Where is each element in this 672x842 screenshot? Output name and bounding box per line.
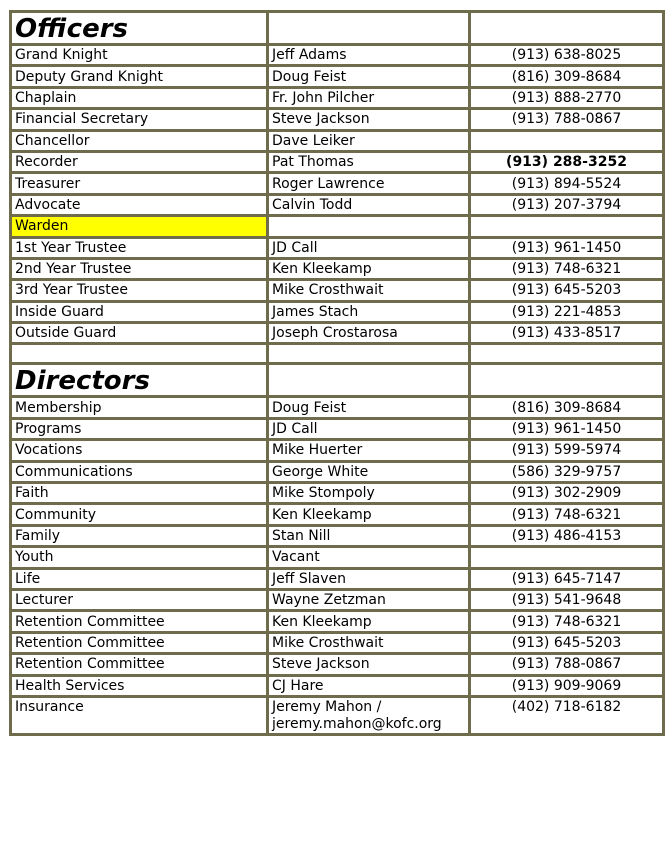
phone-cell: (913) 433-8517 xyxy=(470,323,664,344)
table-row xyxy=(11,654,664,675)
table-row xyxy=(11,66,664,87)
phone-cell: (913) 645-7147 xyxy=(470,568,664,589)
table-row xyxy=(11,151,664,172)
name-cell: George White xyxy=(268,461,470,482)
empty-cell xyxy=(470,364,664,397)
phone-cell: (586) 329-9757 xyxy=(470,461,664,482)
name-cell: Roger Lawrence xyxy=(268,173,470,194)
role-cell: Family xyxy=(11,525,268,546)
role-cell: Programs xyxy=(11,418,268,439)
table-row xyxy=(11,87,664,108)
phone-cell: (913) 888-2770 xyxy=(470,87,664,108)
table-row xyxy=(11,611,664,632)
officers-title: Officers xyxy=(11,12,268,45)
phone-cell: (913) 207-3794 xyxy=(470,194,664,215)
table-row xyxy=(11,301,664,322)
phone-cell: (913) 541-9648 xyxy=(470,589,664,610)
officers-header-row xyxy=(11,12,664,45)
name-cell: Steve Jackson xyxy=(268,109,470,130)
role-cell: Chaplain xyxy=(11,87,268,108)
empty-cell xyxy=(11,344,268,364)
name-line: Jeremy Mahon / xyxy=(272,698,382,715)
name-cell: Fr. John Pilcher xyxy=(268,87,470,108)
name-cell: Ken Kleekamp xyxy=(268,504,470,525)
phone-cell: (913) 221-4853 xyxy=(470,301,664,322)
name-cell: Doug Feist xyxy=(268,66,470,87)
phone-cell: (913) 599-5974 xyxy=(470,440,664,461)
table-row xyxy=(11,483,664,504)
name-cell: Ken Kleekamp xyxy=(268,611,470,632)
table-row xyxy=(11,696,664,734)
name-cell: Ken Kleekamp xyxy=(268,258,470,279)
table-row xyxy=(11,461,664,482)
spacer-row xyxy=(11,344,664,364)
empty-cell xyxy=(268,12,470,45)
phone-cell: (913) 288-3252 xyxy=(470,151,664,172)
phone-cell: (402) 718-6182 xyxy=(470,696,664,734)
phone-cell: (913) 961-1450 xyxy=(470,237,664,258)
name-cell: JD Call xyxy=(268,237,470,258)
role-cell: Deputy Grand Knight xyxy=(11,66,268,87)
phone-cell: (816) 309-8684 xyxy=(470,397,664,418)
role-cell: 1st Year Trustee xyxy=(11,237,268,258)
role-cell: 2nd Year Trustee xyxy=(11,258,268,279)
empty-cell xyxy=(470,12,664,45)
table-row xyxy=(11,109,664,130)
roster-table xyxy=(9,10,665,736)
table-row xyxy=(11,194,664,215)
empty-cell xyxy=(268,364,470,397)
phone-cell: (913) 788-0867 xyxy=(470,654,664,675)
phone-cell: (913) 486-4153 xyxy=(470,525,664,546)
name-cell: JD Call xyxy=(268,418,470,439)
table-row xyxy=(11,173,664,194)
role-cell: Financial Secretary xyxy=(11,109,268,130)
name-cell xyxy=(268,696,470,734)
role-cell: Chancellor xyxy=(11,130,268,151)
name-cell: Mike Crosthwait xyxy=(268,632,470,653)
role-cell: Inside Guard xyxy=(11,301,268,322)
role-cell: Retention Committee xyxy=(11,654,268,675)
role-cell: Vocations xyxy=(11,440,268,461)
phone-cell: (913) 748-6321 xyxy=(470,504,664,525)
role-cell: Warden xyxy=(11,216,268,237)
name-cell: Doug Feist xyxy=(268,397,470,418)
table-row xyxy=(11,216,664,237)
table-row xyxy=(11,130,664,151)
name-cell: Calvin Todd xyxy=(268,194,470,215)
phone-cell: (913) 645-5203 xyxy=(470,280,664,301)
empty-cell xyxy=(268,344,470,364)
role-cell: Grand Knight xyxy=(11,45,268,66)
table-row xyxy=(11,280,664,301)
role-cell: Treasurer xyxy=(11,173,268,194)
phone-cell xyxy=(470,130,664,151)
table-row xyxy=(11,237,664,258)
table-row xyxy=(11,418,664,439)
phone-cell: (913) 302-2909 xyxy=(470,483,664,504)
phone-cell: (913) 645-5203 xyxy=(470,632,664,653)
name-cell: Steve Jackson xyxy=(268,654,470,675)
name-cell: CJ Hare xyxy=(268,675,470,696)
name-cell xyxy=(268,216,470,237)
role-cell: Retention Committee xyxy=(11,632,268,653)
phone-cell xyxy=(470,547,664,568)
phone-cell: (816) 309-8684 xyxy=(470,66,664,87)
table-row xyxy=(11,440,664,461)
name-cell: Mike Crosthwait xyxy=(268,280,470,301)
empty-cell xyxy=(470,344,664,364)
role-cell: Outside Guard xyxy=(11,323,268,344)
role-cell: Advocate xyxy=(11,194,268,215)
phone-cell: (913) 894-5524 xyxy=(470,173,664,194)
phone-cell xyxy=(470,216,664,237)
role-cell: Retention Committee xyxy=(11,611,268,632)
role-cell: Insurance xyxy=(11,696,268,734)
table-row xyxy=(11,568,664,589)
table-row xyxy=(11,45,664,66)
phone-cell: (913) 748-6321 xyxy=(470,611,664,632)
role-cell: Youth xyxy=(11,547,268,568)
name-cell: Mike Stompoly xyxy=(268,483,470,504)
role-cell: Recorder xyxy=(11,151,268,172)
name-cell: Jeff Adams xyxy=(268,45,470,66)
role-cell: Communications xyxy=(11,461,268,482)
role-cell: Health Services xyxy=(11,675,268,696)
table-row xyxy=(11,632,664,653)
name-cell: Dave Leiker xyxy=(268,130,470,151)
table-row xyxy=(11,675,664,696)
phone-cell: (913) 788-0867 xyxy=(470,109,664,130)
role-cell: Lecturer xyxy=(11,589,268,610)
email-line: jeremy.mahon@kofc.org xyxy=(272,715,442,732)
name-cell: Pat Thomas xyxy=(268,151,470,172)
directors-header-row xyxy=(11,364,664,397)
phone-cell: (913) 638-8025 xyxy=(470,45,664,66)
table-row xyxy=(11,323,664,344)
name-cell: Vacant xyxy=(268,547,470,568)
table-row xyxy=(11,504,664,525)
table-row xyxy=(11,258,664,279)
phone-cell: (913) 961-1450 xyxy=(470,418,664,439)
table-row xyxy=(11,397,664,418)
role-cell: Community xyxy=(11,504,268,525)
name-cell: Wayne Zetzman xyxy=(268,589,470,610)
name-cell: James Stach xyxy=(268,301,470,322)
table-row xyxy=(11,589,664,610)
name-cell: Jeff Slaven xyxy=(268,568,470,589)
role-cell: Life xyxy=(11,568,268,589)
phone-cell: (913) 748-6321 xyxy=(470,258,664,279)
table-row xyxy=(11,547,664,568)
role-cell: 3rd Year Trustee xyxy=(11,280,268,301)
name-cell: Mike Huerter xyxy=(268,440,470,461)
role-cell: Membership xyxy=(11,397,268,418)
name-cell: Stan Nill xyxy=(268,525,470,546)
table-row xyxy=(11,525,664,546)
name-cell: Joseph Crostarosa xyxy=(268,323,470,344)
roster-sheet xyxy=(9,10,662,736)
role-cell: Faith xyxy=(11,483,268,504)
directors-title: Directors xyxy=(11,364,268,397)
phone-cell: (913) 909-9069 xyxy=(470,675,664,696)
